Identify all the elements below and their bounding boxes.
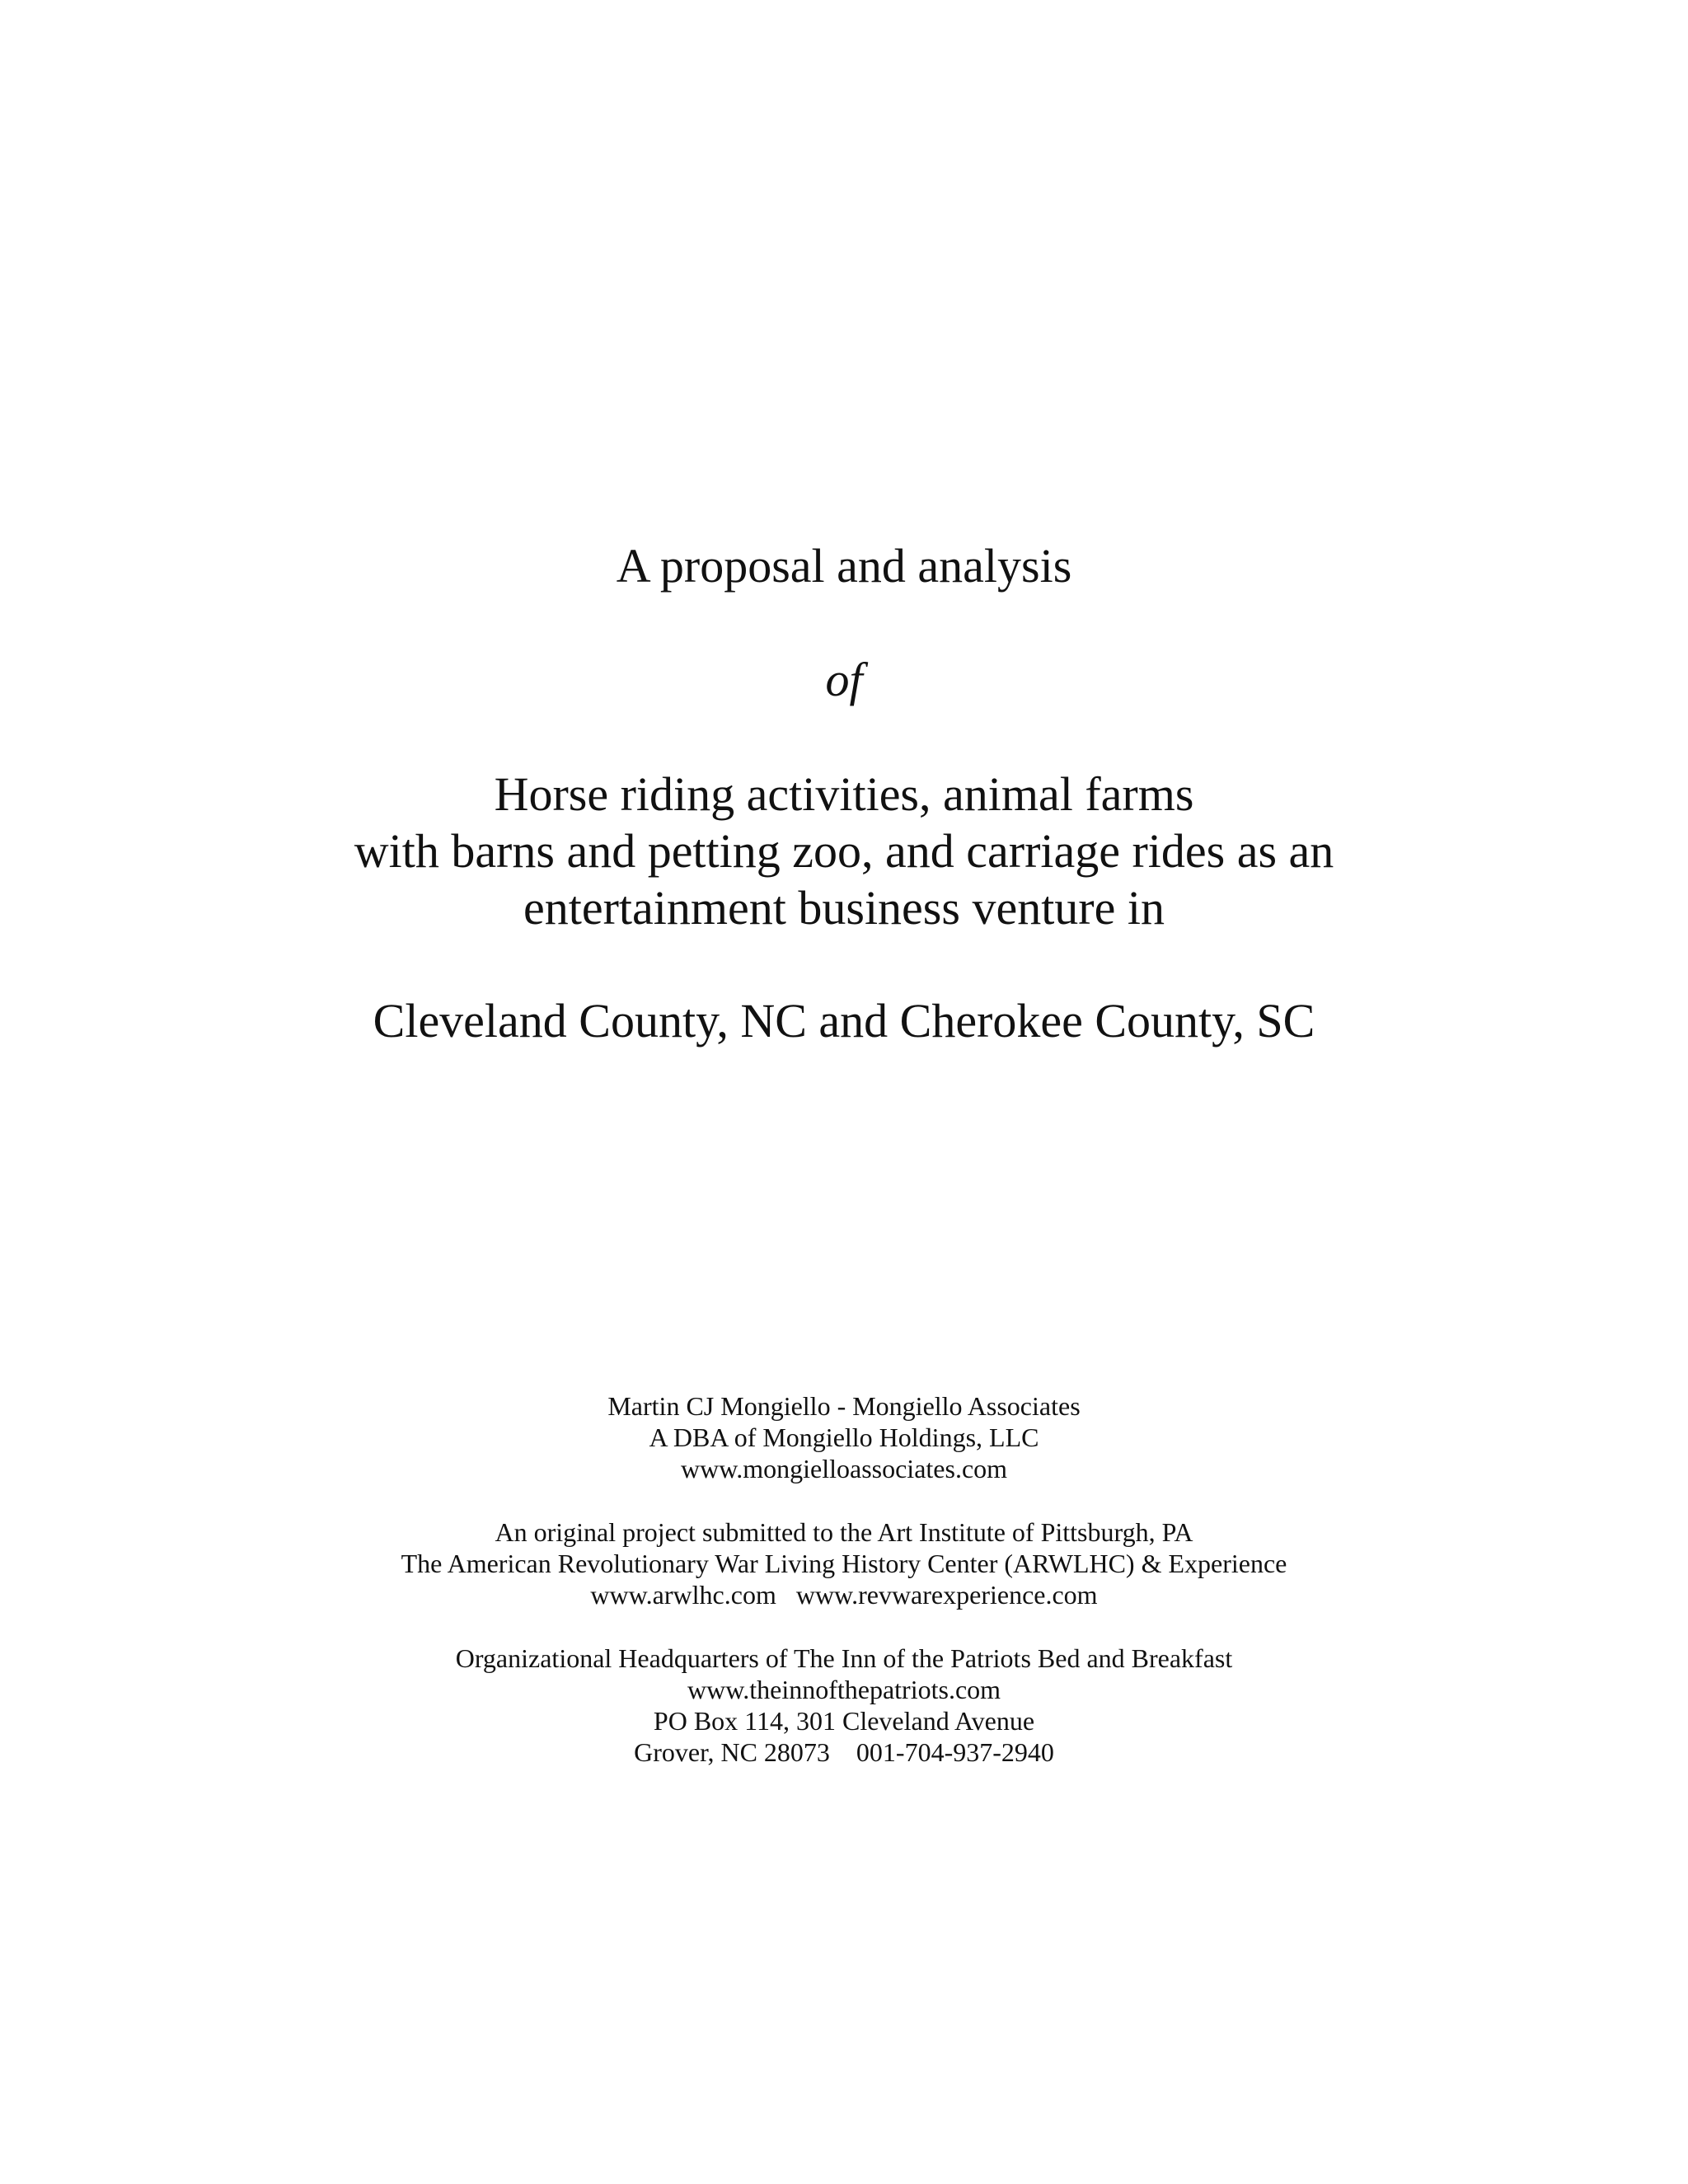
author-website: www.mongielloassociates.com (680, 1454, 1008, 1483)
project-line-1: An original project submitted to the Art Institute of Pittsburgh, PA (495, 1517, 1193, 1547)
project-line-2: The American Revolutionary War Living History Center (ARWLHC) & Experience (401, 1549, 1287, 1578)
title-connector: of (825, 653, 863, 706)
location-line: Cleveland County, NC and Cherokee County, SC (373, 994, 1315, 1047)
author-line-1: Martin CJ Mongiello - Mongiello Associates (607, 1391, 1081, 1421)
hq-website: www.theinnofthepatriots.com (687, 1675, 1001, 1704)
subject-line-3: entertainment business venture in (523, 881, 1165, 935)
subject-line-1: Horse riding activities, animal farms (494, 767, 1194, 821)
hq-line-1: Organizational Headquarters of The Inn of the Patriots Bed and Breakfast (455, 1643, 1233, 1673)
hq-address: PO Box 114, 301 Cleveland Avenue (653, 1706, 1035, 1736)
subject-line-2: with barns and petting zoo, and carriage rides as an (354, 824, 1334, 878)
author-line-2: A DBA of Mongiello Holdings, LLC (649, 1422, 1039, 1452)
title-line: A proposal and analysis (616, 539, 1072, 593)
project-websites: www.arwlhc.com www.revwarexperience.com (590, 1580, 1098, 1610)
hq-city-phone: Grover, NC 28073 001-704-937-2940 (634, 1737, 1054, 1767)
